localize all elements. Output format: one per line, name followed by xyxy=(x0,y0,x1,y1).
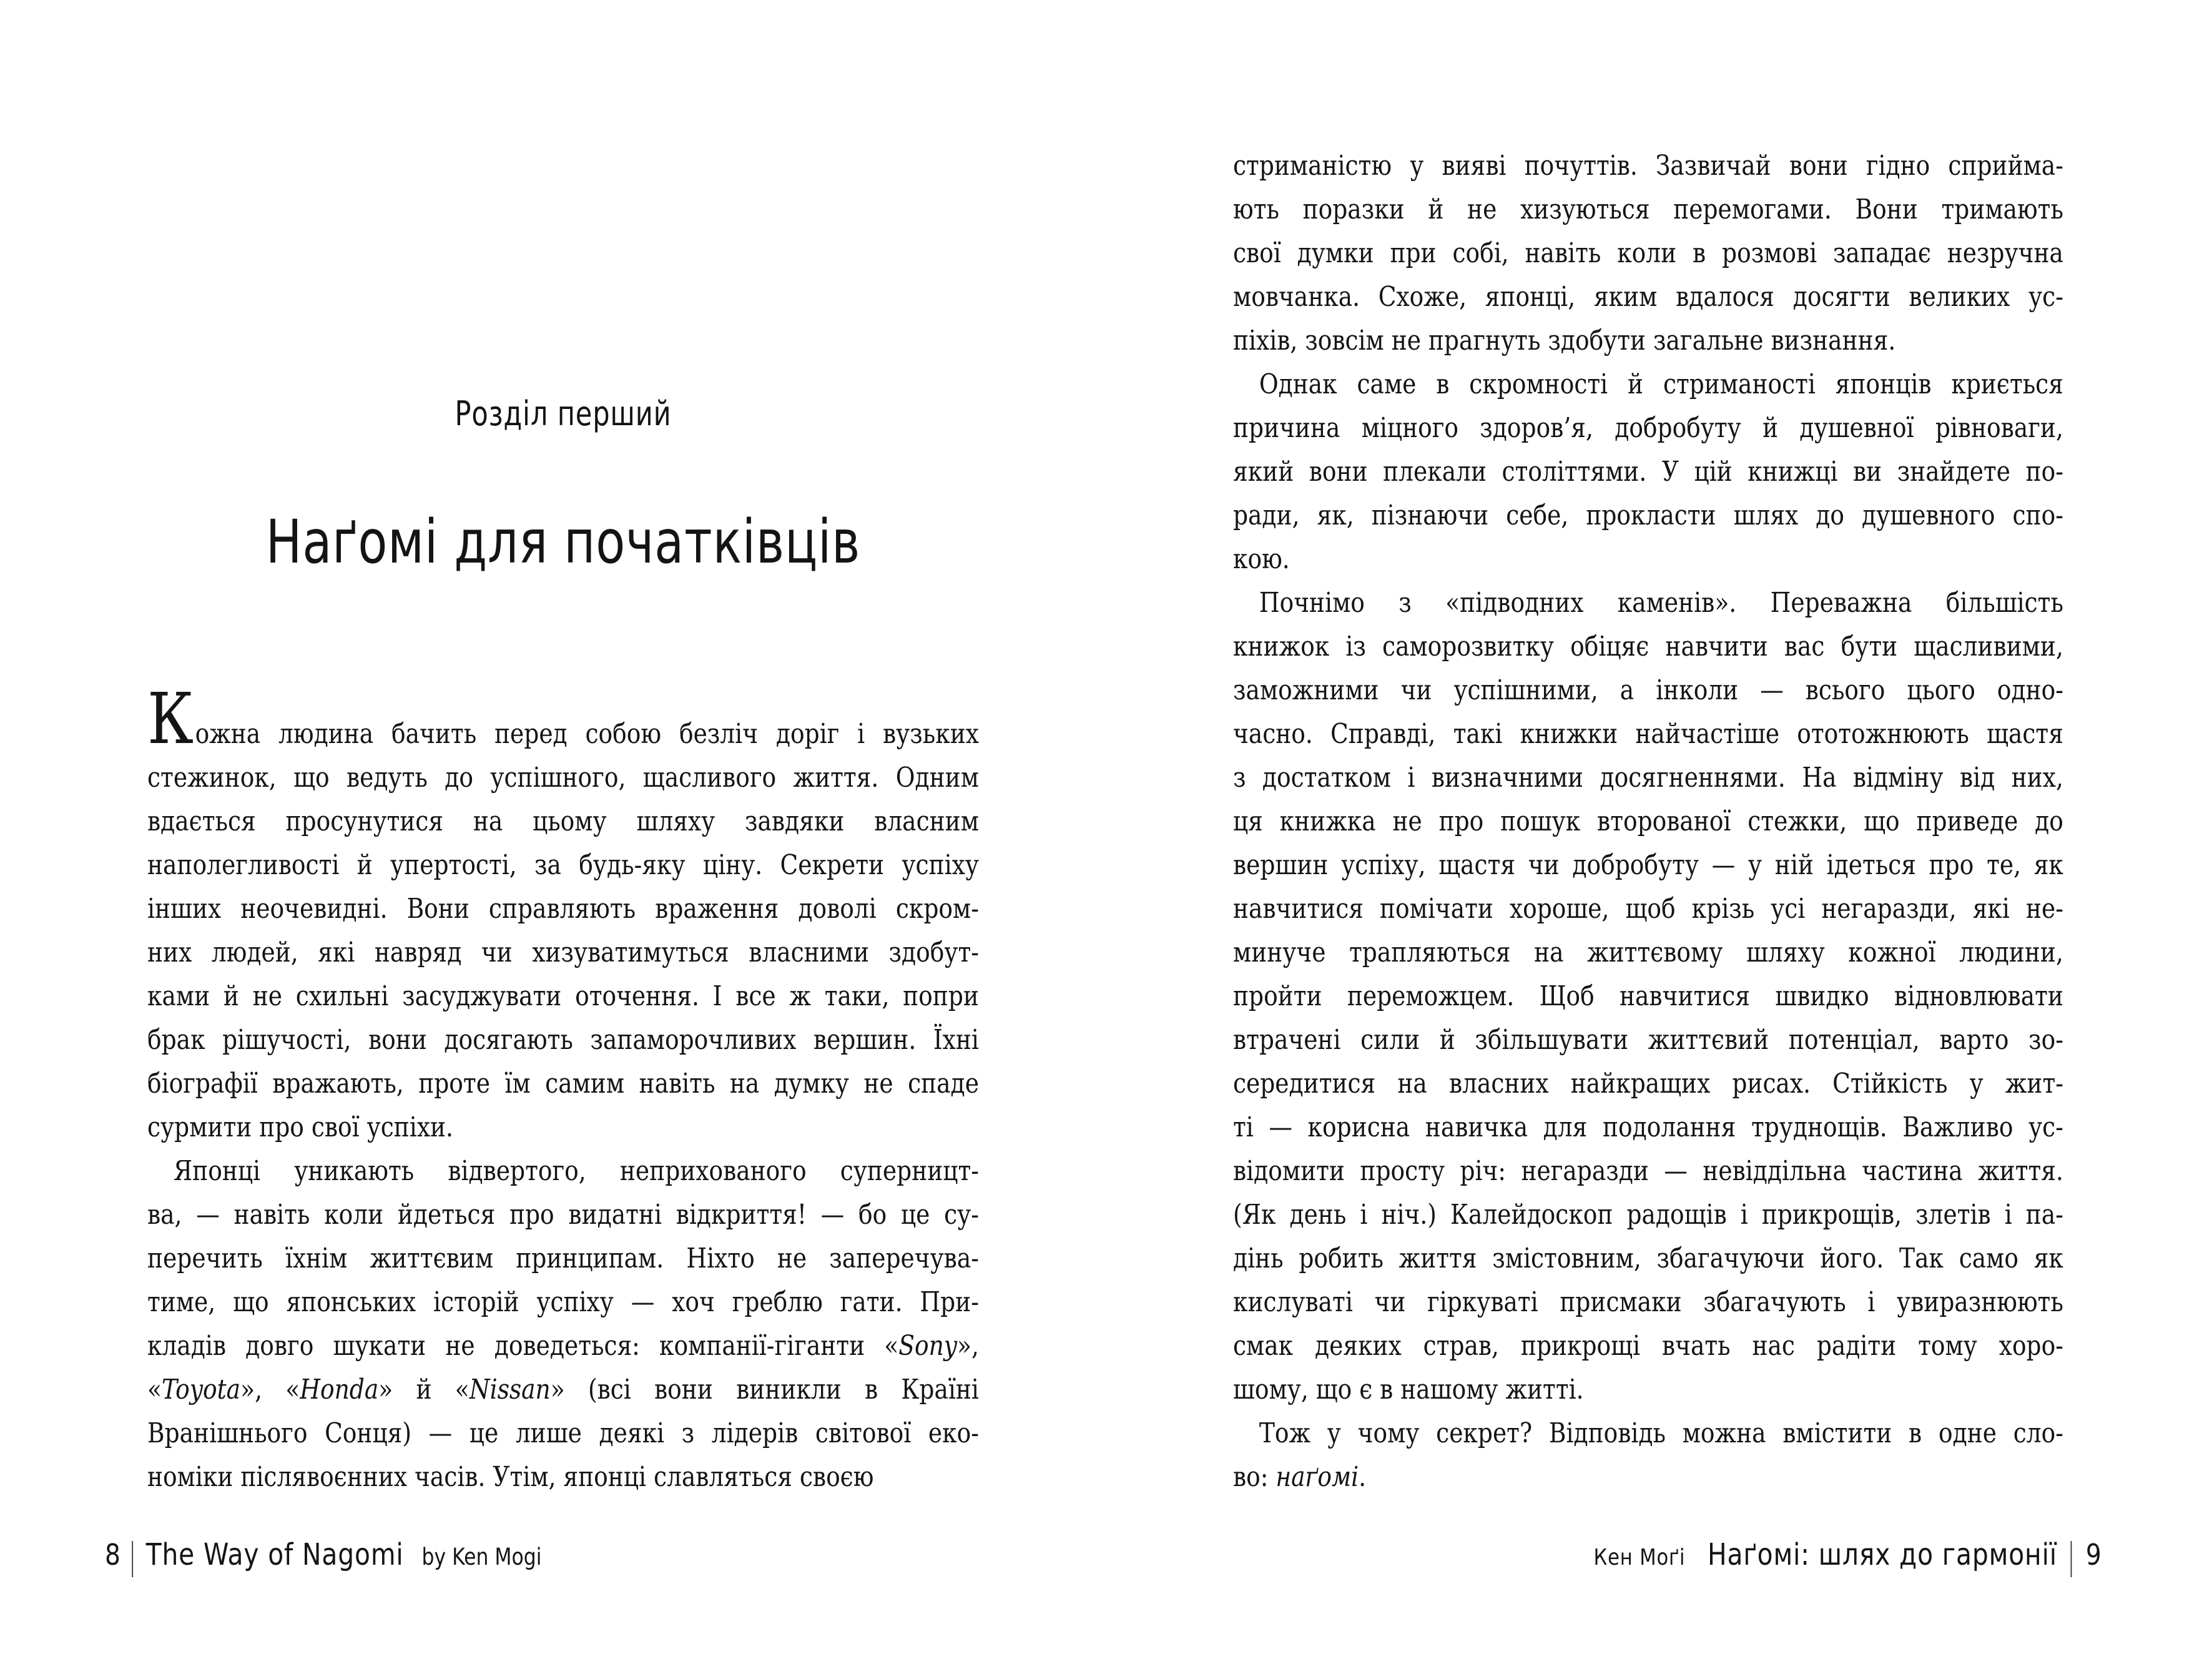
text-line: вдається просунутися на цьому шляху завдяки власним xyxy=(147,805,979,837)
text-line: з достатком і визначними досягненнями. На відміну від них, xyxy=(1233,762,2063,794)
text-line: книжок із саморозвитку обіцяє навчити вас бути щасливими, xyxy=(1233,631,2063,662)
text-line: причина міцного здоров’я, добробуту й душевної рівноваги, xyxy=(1233,412,2063,444)
text-line: Кожна людина бачить перед собою безліч доріг і вузьких xyxy=(147,679,979,760)
text-line: Вранішнього Сонця) — це лише деякі з лідерів світової еко- xyxy=(147,1417,979,1449)
text-line: во: наґомі. xyxy=(1233,1461,1367,1493)
right-page xyxy=(1106,0,2212,1659)
text-line: стежинок, що ведуть до успішного, щасливого життя. Одним xyxy=(147,762,979,794)
text-line: свої думки при собі, навіть коли в розмові западає незручна xyxy=(1233,237,2063,269)
text-line: втрачені сили й збільшувати життєвий потенціал, варто зо- xyxy=(1233,1024,2063,1056)
text-line: навчитися помічати хороше, щоб крізь усі негаразди, які не- xyxy=(1233,893,2063,925)
text-line: ради, як, пізнаючи себе, прокласти шлях до душевного спо- xyxy=(1233,500,2063,531)
footer-book-title: Наґомі: шлях до гармонії xyxy=(1708,1537,2058,1572)
text-line: кладів довго шукати не доведеться: компанії-гіганти «Sony», xyxy=(147,1330,979,1362)
text-line: смак деяких страв, прикрощі вчать нас радіти тому хоро- xyxy=(1233,1330,2063,1362)
text-line: наполегливості й упертості, за будь-яку ціну. Секрети успіху xyxy=(147,849,979,881)
text-line: Японці уникають відвертого, неприхованого суперницт- xyxy=(173,1155,979,1187)
text-line: пройти переможцем. Щоб навчитися швидко відновлювати xyxy=(1233,980,2063,1012)
left-page-number: 8 xyxy=(105,1538,120,1572)
right-footer xyxy=(1593,1537,2101,1576)
left-footer xyxy=(105,1537,542,1576)
text-line: заможними чи успішними, а інколи — всього цього одно- xyxy=(1233,674,2063,706)
text-line: середитися на власних найкращих рисах. Стійкість у жит- xyxy=(1233,1068,2063,1100)
text-line: відомити просту річ: негаразди — невіддільна частина життя. xyxy=(1233,1155,2063,1187)
right-body-text xyxy=(1233,144,2063,1499)
text-line: брак рішучості, вони досягають запаморочливих вершин. Їхні xyxy=(147,1024,979,1056)
text-line: кою. xyxy=(1233,543,1290,575)
text-line: ками й не схильні засуджувати оточення. І все ж таки, попри xyxy=(147,980,979,1012)
text-line: сурмити про свої успіхи. xyxy=(147,1111,453,1143)
text-line: кислуваті чи гіркуваті присмаки збагачують і увиразнюють xyxy=(1233,1286,2063,1318)
footer-book-title: The Way of Nagomi xyxy=(145,1537,404,1572)
text-line: тиме, що японських історій успіху — хоч греблю гати. При- xyxy=(147,1286,979,1318)
text-line: мовчанка. Схоже, японці, яким вдалося досягти великих ус- xyxy=(1233,281,2063,313)
text-line: номіки післявоєнних часів. Утім, японці славляться своєю xyxy=(147,1461,874,1493)
page-title: Наґомі для початківців xyxy=(265,507,861,577)
footer-byline: by Ken Mogi xyxy=(421,1543,542,1570)
footer-author: Кен Моґі xyxy=(1593,1545,1686,1570)
text-line: перечить їхнім життєвим принципам. Ніхто не заперечува- xyxy=(147,1243,979,1274)
footer-divider xyxy=(2071,1541,2072,1577)
text-line: стриманістю у вияві почуттів. Зазвичай вони гідно сприйма- xyxy=(1233,150,2063,182)
text-line: ва, — навіть коли йдеться про видатні відкриття! — бо це су- xyxy=(147,1199,979,1231)
drop-cap: К xyxy=(147,679,195,760)
text-line: (Як день і ніч.) Калейдоскоп радощів і прикрощів, злетів і па- xyxy=(1233,1199,2063,1231)
footer-divider xyxy=(132,1541,134,1577)
text-line: піхів, зовсім не прагнуть здобути загальне визнання. xyxy=(1233,325,1896,357)
text-line: біографії вражають, проте їм самим навіть на думку не спаде xyxy=(147,1068,979,1100)
text-line: шому, що є в нашому житті. xyxy=(1233,1374,1584,1405)
text-line: Однак саме в скромності й стриманості японців криється xyxy=(1259,368,2063,400)
chapter-label: Розділ перший xyxy=(455,394,672,433)
text-line: ють поразки й не хизуються перемогами. Вони тримають xyxy=(1233,194,2063,225)
text-line: інших неочевидні. Вони справляють враження доволі скром- xyxy=(147,893,979,925)
left-body-text xyxy=(147,679,979,1499)
text-line: Почнімо з «підводних каменів». Переважна більшість xyxy=(1259,587,2063,619)
text-line: Тож у чому секрет? Відповідь можна вмістити в одне сло- xyxy=(1259,1417,2063,1449)
text-line: вершин успіху, щастя чи добробуту — у ній ідеться про те, як xyxy=(1233,849,2063,881)
text-line: минуче трапляються на життєвому шляху кожної людини, xyxy=(1233,937,2063,968)
text-line: «Toyota», «Honda» й «Nissan» (всі вони виникли в Країні xyxy=(147,1374,979,1405)
text-line: них людей, які навряд чи хизуватимуться власними здобут- xyxy=(147,937,979,968)
text-line: ця книжка не про пошук второваної стежки, що приведе до xyxy=(1233,805,2063,837)
text-line: який вони плекали століттями. У цій книжці ви знайдете по- xyxy=(1233,456,2063,488)
text-line: ті — корисна навичка для подолання труднощів. Важливо ус- xyxy=(1233,1111,2063,1143)
text-line: дінь робить життя змістовним, збагачуючи його. Так само як xyxy=(1233,1243,2063,1274)
right-page-number: 9 xyxy=(2086,1538,2101,1572)
text-line: часно. Справді, такі книжки найчастіше ототожнюють щастя xyxy=(1233,718,2063,750)
